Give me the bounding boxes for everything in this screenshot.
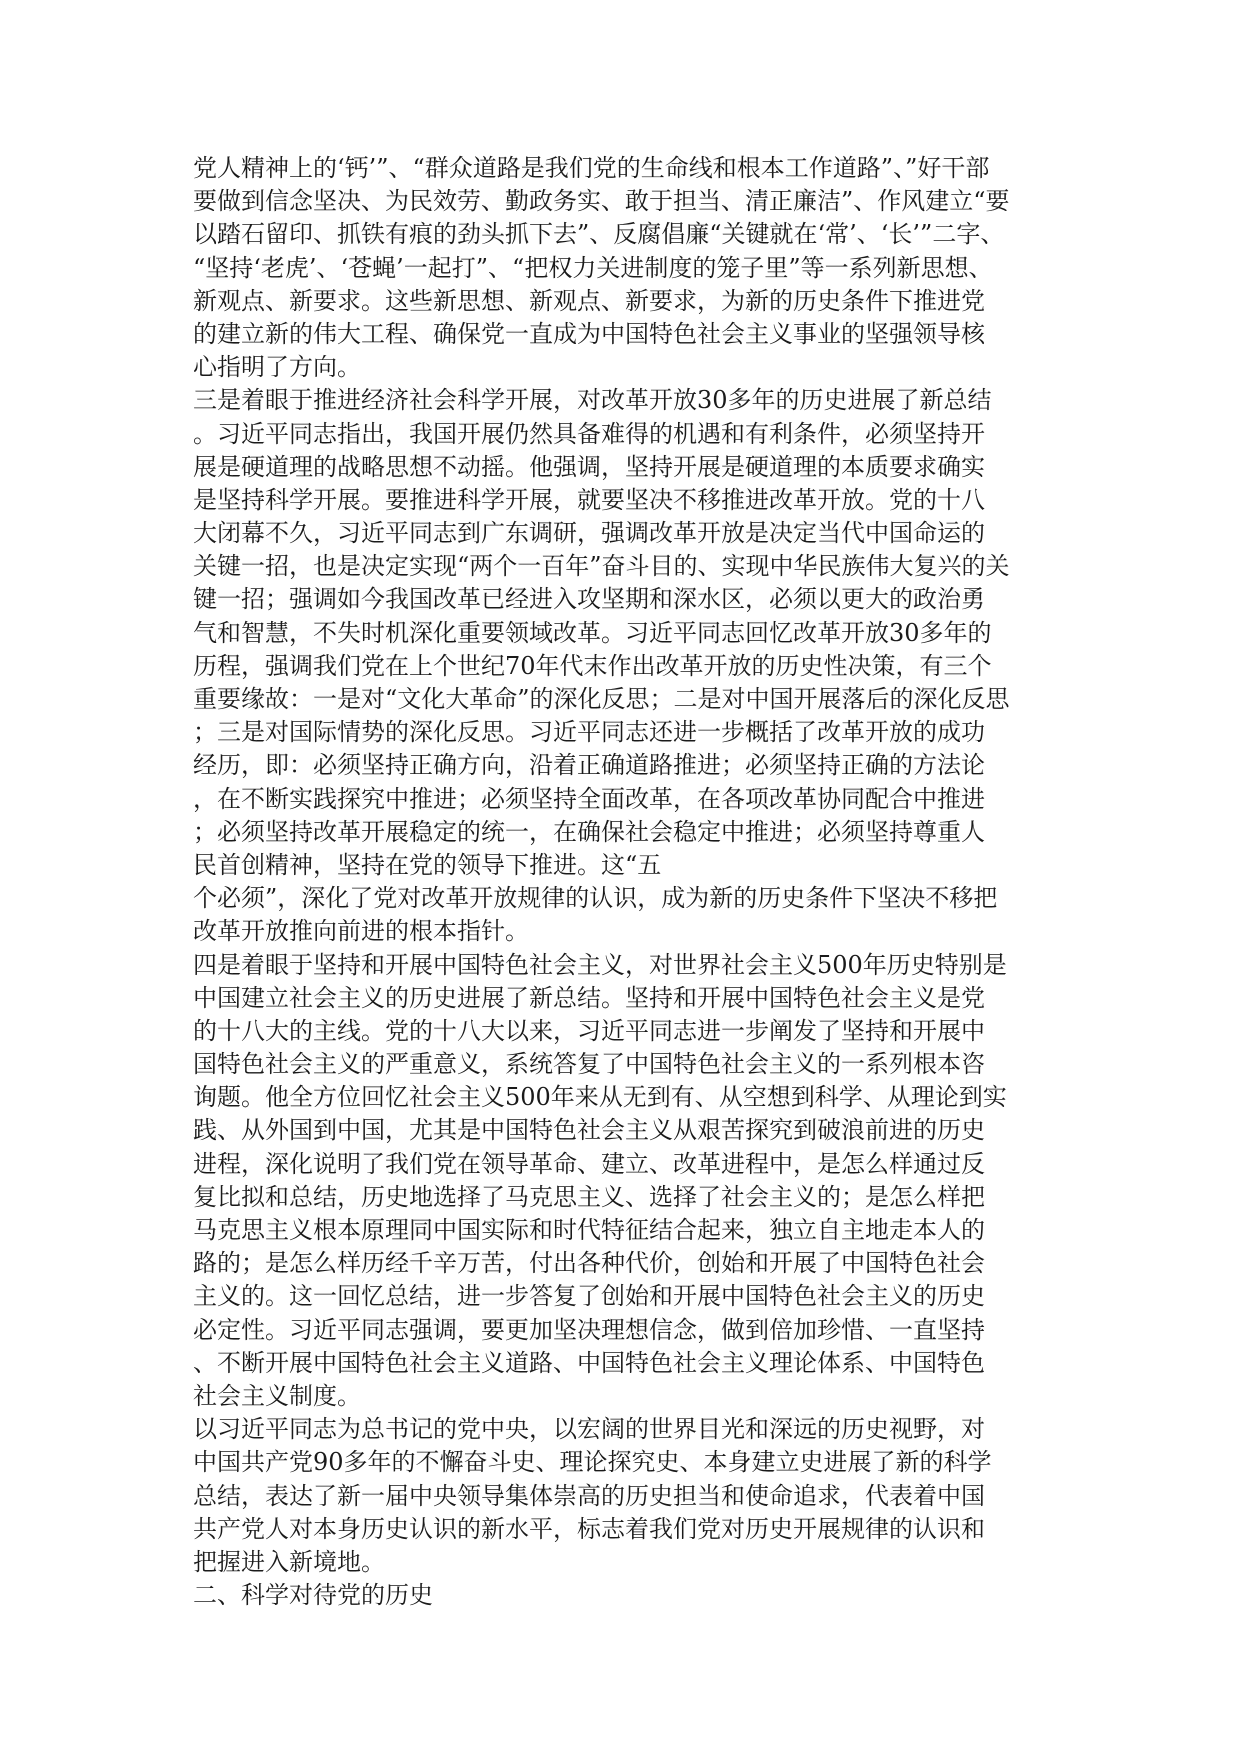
text-line: 总结，表达了新一届中央领导集体崇高的历史担当和使命追求，代表着中国 [193,1481,985,1510]
text-line: 。习近平同志指出，我国开展仍然具备难得的机遇和有利条件，必须坚持开 [193,419,985,448]
text-line: ；三是对国际情势的深化反思。习近平同志还进一步概括了改革开放的成功 [193,718,985,747]
text-line: 改革开放推向前进的根本指针。 [193,917,529,946]
text-line: ；必须坚持改革开展稳定的统一，在确保社会稳定中推进；必须坚持尊重人 [193,817,985,846]
text-line: 践、从外国到中国，尤其是中国特色社会主义从艰苦探究到破浪前进的历史 [193,1116,985,1145]
section-heading: 二、科学对待党的历史 [193,1581,433,1610]
text-line: 复比拟和总结，历史地选择了马克思主义、选择了社会主义的；是怎么样把 [193,1182,985,1211]
text-line: 询题。他全方位回忆社会主义500年来从无到有、从空想到科学、从理论到实 [193,1083,1007,1112]
text-line: 的建立新的伟大工程、确保党一直成为中国特色社会主义事业的坚强领导核 [193,319,985,348]
text-line: “坚持‘老虎’、‘苍蝇’一起打”、“把权力关进制度的笼子里”等一系列新思想、 [193,253,993,282]
text-line: 党人精神上的‘钙’”、“群众道路是我们党的生命线和根本工作道路”、”好干部 [193,154,990,182]
text-line: 关键一招，也是决定实现“两个一百年”奋斗目的、实现中华民族伟大复兴的关 [193,552,1010,581]
text-line: 进程，深化说明了我们党在领导革命、建立、改革进程中，是怎么样通过反 [193,1149,985,1178]
text-line: 把握进入新境地。 [193,1547,385,1576]
text-line: 键一招；强调如今我国改革已经进入攻坚期和深水区，必须以更大的政治勇 [193,585,985,614]
text-line: 展是硬道理的战略思想不动摇。他强调，坚持开展是硬道理的本质要求确实 [193,452,985,481]
text-line: 历程，强调我们党在上个世纪70年代末作出改革开放的历史性决策，有三个 [193,651,992,680]
text-line: 要做到信念坚决、为民效劳、勤政务实、敢于担当、清正廉洁”、作风建立“要 [193,187,1010,216]
text-line: ，在不断实践探究中推进；必须坚持全面改革，在各项改革协同配合中推进 [193,784,985,813]
text-line: 的十八大的主线。党的十八大以来，习近平同志进一步阐发了坚持和开展中 [193,1016,985,1045]
text-line: 大闭幕不久，习近平同志到广东调研，强调改革开放是决定当代中国命运的 [193,519,985,548]
document-body [193,152,1053,1612]
text-line: 重要缘故：一是对“文化大革命”的深化反思；二是对中国开展落后的深化反思 [193,685,1010,713]
text-line: 以踏石留印、抓铁有痕的劲头抓下去”、反腐倡廉“关键就在‘常’、‘长’”二字、 [193,220,1005,249]
text-line: 中国建立社会主义的历史进展了新总结。坚持和开展中国特色社会主义是党 [193,983,985,1012]
text-line: 经历，即：必须坚持正确方向，沿着正确道路推进；必须坚持正确的方法论 [193,751,985,780]
text-line: 社会主义制度。 [193,1381,361,1410]
text-line: 共产党人对本身历史认识的新水平，标志着我们党对历史开展规律的认识和 [193,1514,985,1543]
text-line: 个必须”，深化了党对改革开放规律的认识，成为新的历史条件下坚决不移把 [193,884,998,913]
text-line: 中国共产党90多年的不懈奋斗史、理论探究史、本身建立史进展了新的科学 [193,1448,992,1477]
text-line: 主义的。这一回忆总结，进一步答复了创始和开展中国特色社会主义的历史 [193,1282,985,1311]
text-line: 民首创精神，坚持在党的领导下推进。这“五 [193,850,662,879]
text-line: 气和智慧，不失时机深化重要领域改革。习近平同志回忆改革开放30多年的 [193,618,992,647]
text-line: 以习近平同志为总书记的党中央，以宏阔的世界目光和深远的历史视野，对 [193,1415,985,1444]
text-line: 马克思主义根本原理同中国实际和时代特征结合起来，独立自主地走本人的 [193,1216,985,1244]
text-line: 三是着眼于推进经济社会科学开展，对改革开放30多年的历史进展了新总结 [193,386,992,415]
text-line: 新观点、新要求。这些新思想、新观点、新要求，为新的历史条件下推进党 [193,286,985,315]
text-line: 路的；是怎么样历经千辛万苦，付出各种代价，创始和开展了中国特色社会 [193,1249,985,1278]
text-line: 必定性。习近平同志强调，要更加坚决理想信念，做到倍加珍惜、一直坚持 [193,1315,985,1344]
text-line: 心指明了方向。 [193,353,361,382]
text-line: 国特色社会主义的严重意义，系统答复了中国特色社会主义的一系列根本咨 [193,1050,985,1079]
text-line: 四是着眼于坚持和开展中国特色社会主义，对世界社会主义500年历史特别是 [193,950,1007,979]
text-line: 是坚持科学开展。要推进科学开展，就要坚决不移推进改革开放。党的十八 [193,485,985,514]
text-line: 、不断开展中国特色社会主义道路、中国特色社会主义理论体系、中国特色 [193,1348,985,1377]
